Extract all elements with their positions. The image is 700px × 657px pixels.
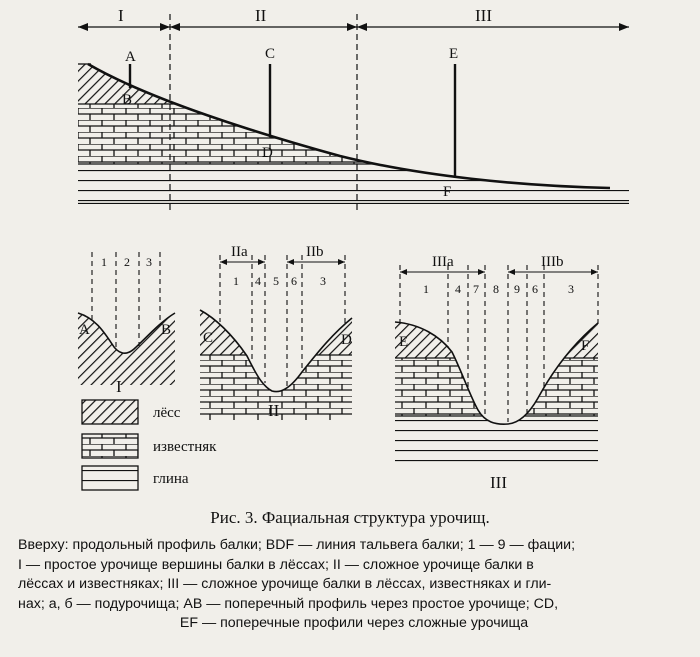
sub-zone-label-IIIb: IIIb — [541, 254, 564, 270]
description-line: нах; а, б — подурочища; AB — поперечный профиль через простое урочище; CD, — [18, 595, 559, 612]
section-label-II: II — [268, 401, 280, 420]
legend-label: известняк — [153, 439, 217, 455]
point-B: B — [161, 322, 172, 338]
facies-label: 1 — [233, 274, 239, 288]
section-label-I: I — [116, 377, 122, 396]
figure-description — [18, 536, 690, 634]
sub-zone-label-IIb: IIb — [306, 244, 324, 260]
point-C: C — [203, 330, 214, 346]
profile-strata — [78, 64, 629, 204]
point-B: B — [122, 92, 133, 108]
facies-label: 1 — [423, 282, 429, 296]
description-line: EF — поперечные профили через сложные урочища — [179, 615, 529, 631]
facies-label: 4 — [455, 282, 461, 296]
description-line: Вверху: продольный профиль балки; BDF — линия тальвега балки; 1 — 9 — фации; — [18, 537, 576, 553]
facies-label: 7 — [473, 282, 479, 296]
point-D: D — [341, 332, 352, 348]
point-E: E — [449, 46, 459, 62]
zone-dimension-line — [78, 23, 629, 31]
description-line: лёссах и известняках; III — сложное урочище балки в лёссах, известняках и гли- — [18, 576, 552, 592]
legend-label: лёсс — [153, 405, 181, 421]
legend-item-clay — [82, 466, 189, 490]
cross-section-II — [200, 244, 352, 420]
point-F: F — [443, 184, 452, 200]
facies-label: 3 — [320, 274, 326, 288]
facies-label: 1 — [101, 255, 107, 269]
facies-label: 4 — [255, 274, 261, 288]
point-F: F — [581, 338, 590, 354]
facies-label: 6 — [291, 274, 297, 288]
legend-item-loess — [82, 400, 181, 424]
point-A: A — [125, 49, 136, 65]
facies-label: 6 — [532, 282, 538, 296]
section-label-III: III — [490, 473, 507, 492]
legend-item-limestone — [82, 434, 217, 458]
facies-label: 2 — [124, 255, 130, 269]
cross-section-I — [78, 252, 178, 396]
facies-label: 8 — [493, 282, 499, 296]
point-A: A — [79, 322, 90, 338]
legend-label: глина — [153, 471, 189, 487]
facies-label: 5 — [273, 274, 279, 288]
point-D: D — [262, 145, 273, 161]
facies-label: 9 — [514, 282, 520, 296]
zone-label-III: III — [475, 6, 492, 25]
zone-label-I: I — [118, 6, 124, 25]
point-E: E — [399, 334, 409, 350]
longitudinal-profile — [78, 6, 629, 214]
zone-label-II: II — [255, 6, 267, 25]
description-line: I — простое урочище вершины балки в лёссах; II — сложное урочище балки в — [18, 556, 534, 573]
cross-section-III — [395, 254, 598, 492]
sub-zone-label-IIa: IIa — [231, 244, 248, 260]
facies-label: 3 — [568, 282, 574, 296]
legend — [82, 400, 217, 490]
figure-caption: Рис. 3. Фациальная структура урочищ. — [210, 508, 490, 527]
point-C: C — [265, 46, 276, 62]
sub-zone-label-IIIa: IIIa — [432, 254, 454, 270]
facies-label: 3 — [146, 255, 152, 269]
